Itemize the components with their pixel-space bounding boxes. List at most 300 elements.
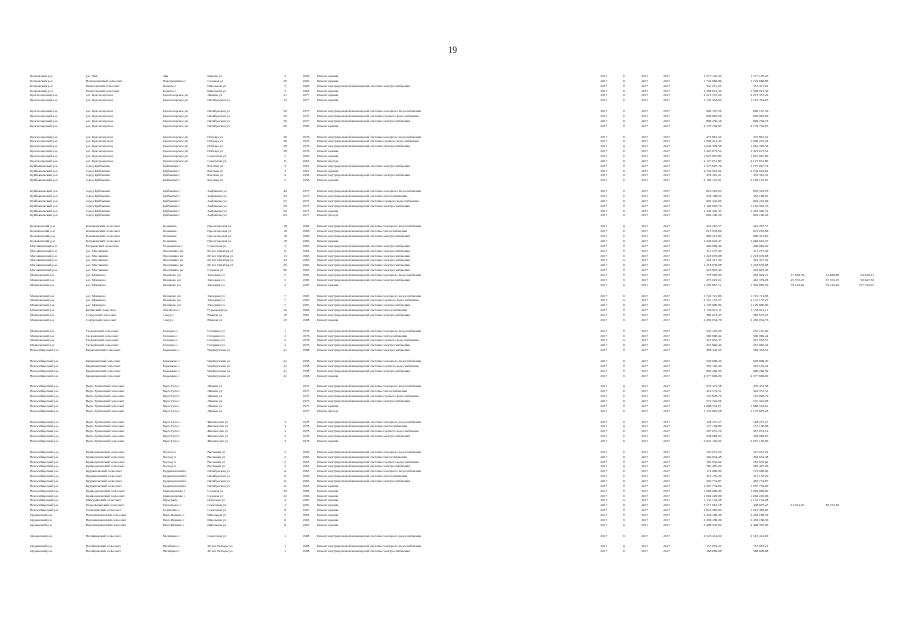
- local-cost-cell: [806, 124, 841, 129]
- plan-year-cell: 2017: [600, 533, 608, 538]
- work-type-cell: Ремонт внутридомовой инженерной системы холодного водоснабжения: [316, 419, 421, 424]
- quarter-cell: 9: [622, 384, 625, 389]
- work-type-cell: Ремонт внутридомовой инженерной системы холодного водоснабжения: [316, 328, 421, 333]
- owner-cost-cell: [841, 549, 876, 554]
- build-year-cell: 1965: [302, 498, 310, 503]
- start-year-cell: 2017: [641, 373, 649, 378]
- fund-cost-cell: 370 472,58: [753, 384, 769, 389]
- district-cell: Маслянинский р-н: [30, 258, 57, 263]
- build-year-cell: 1966: [302, 83, 310, 88]
- start-year-cell: 2017: [641, 123, 649, 128]
- total-cost-cell: 473 025,01: [706, 277, 722, 282]
- fund-cost-cell: 1 668 553,01: [750, 403, 769, 408]
- locality-cell: Барышево с: [162, 363, 180, 368]
- locality-cell: Восход п: [162, 449, 176, 454]
- house-cell: 5: [284, 178, 286, 183]
- quarter-cell: 9: [622, 394, 625, 399]
- total-cost-cell: 1 099 969,90: [703, 488, 722, 493]
- house-cell: 4: [284, 173, 286, 178]
- locality-cell: Куйбышев г: [162, 198, 180, 203]
- build-year-cell: 1977: [302, 93, 310, 98]
- quarter-cell: 9: [622, 194, 625, 199]
- local-cost-cell: 38 272,63: [825, 503, 840, 508]
- locality-cell: Верх-Тула с: [162, 439, 180, 443]
- owner-cost-cell: [841, 318, 876, 323]
- district-cell: Кочковский р-н: [30, 83, 53, 88]
- locality-cell: Краснозерское рп: [162, 154, 189, 159]
- table-row: [30, 318, 876, 323]
- district-cell: Краснозерский р-н: [30, 139, 58, 144]
- district-cell: Мошковский р-н: [30, 272, 55, 277]
- end-year-cell: 2017: [663, 154, 671, 159]
- house-cell: 57: [283, 198, 287, 203]
- house-cell: 3: [284, 419, 286, 424]
- district-cell: Новосибирский р-н: [30, 464, 59, 469]
- house-cell: 2: [284, 459, 286, 464]
- end-year-cell: 2017: [663, 203, 671, 208]
- plan-year-cell: 2017: [600, 358, 608, 363]
- fund-cost-cell: 406 984,40: [753, 243, 769, 248]
- plan-year-cell: 2017: [600, 434, 608, 439]
- settlement-cell: р.п. Мошково: [85, 303, 106, 308]
- total-cost-cell: 660 197,56: [706, 109, 722, 114]
- house-cell: 4: [284, 498, 286, 503]
- settlement-cell: Мичуринский сельсовет: [85, 498, 122, 503]
- house-cell: 11: [283, 483, 287, 488]
- work-type-cell: Ремонт крыши: [316, 513, 339, 518]
- end-year-cell: 2017: [663, 74, 671, 78]
- total-cost-cell: 4 377 696,00: [703, 373, 722, 378]
- table-row: [30, 549, 876, 554]
- end-year-cell: 2017: [663, 483, 671, 488]
- locality-cell: Решеты с: [162, 88, 177, 93]
- total-cost-cell: 324 417,30: [706, 258, 722, 263]
- plan-year-cell: 2017: [600, 277, 608, 282]
- plan-year-cell: 2017: [600, 483, 608, 488]
- start-year-cell: 2017: [641, 268, 649, 273]
- district-cell: Краснозерский р-н: [30, 98, 58, 103]
- settlement-cell: р.п. Краснозерское: [85, 98, 114, 103]
- build-year-cell: 1965: [302, 312, 310, 317]
- work-type-cell: Ремонт крыши: [316, 522, 339, 527]
- end-year-cell: 2017: [663, 508, 671, 513]
- owner-cost-cell: [841, 409, 876, 414]
- page-number: 19: [448, 45, 457, 55]
- end-year-cell: 2017: [663, 454, 671, 459]
- work-type-cell: Ремонт внутридомовой инженерной системы электроснабжения: [316, 343, 410, 348]
- house-cell: 41: [283, 368, 287, 373]
- start-year-cell: 2017: [641, 168, 649, 173]
- work-type-cell: Ремонт внутридомовой инженерной системы холодного водоснабжения: [316, 358, 421, 363]
- end-year-cell: 2017: [663, 173, 671, 178]
- end-year-cell: 2017: [663, 312, 671, 317]
- quarter-cell: 9: [622, 429, 625, 434]
- house-cell: 11: [283, 474, 287, 479]
- plan-year-cell: 2017: [600, 163, 608, 168]
- locality-cell: Восход п: [162, 454, 176, 459]
- start-year-cell: 2017: [641, 189, 649, 194]
- district-cell: Новосибирский р-н: [30, 474, 59, 479]
- total-cost-cell: 1 094 226,96: [703, 493, 722, 498]
- fund-cost-cell: 613 035,66: [753, 229, 769, 234]
- plan-year-cell: 2017: [600, 158, 608, 163]
- work-type-cell: Ремонт крыши: [316, 238, 339, 243]
- end-year-cell: 2017: [663, 189, 671, 194]
- street-cell: Бахтина ул: [207, 168, 224, 173]
- build-year-cell: 1966: [302, 224, 310, 229]
- house-cell: 59: [283, 109, 287, 114]
- fund-cost-cell: 451 962,44: [753, 343, 769, 348]
- street-cell: 40 лет Победы ул: [207, 544, 233, 549]
- locality-cell: Куйбышев г: [162, 194, 180, 199]
- total-cost-cell: 476 361,41: [706, 173, 722, 178]
- owner-cost-cell: [841, 523, 876, 528]
- end-year-cell: 2017: [663, 348, 671, 353]
- start-year-cell: 2017: [641, 272, 649, 277]
- settlement-cell: р.п. Мошково: [85, 293, 106, 298]
- locality-cell: Толмачёво с: [162, 508, 181, 513]
- start-year-cell: 2017: [641, 389, 649, 394]
- plan-year-cell: 2017: [600, 78, 608, 83]
- district-cell: Краснозерский р-н: [30, 114, 58, 119]
- district-cell: Куйбышевский р-н: [30, 194, 58, 199]
- settlement-cell: город Куйбышев: [85, 208, 110, 213]
- plan-year-cell: 2017: [600, 312, 608, 317]
- locality-cell: Вагайцево с: [162, 544, 180, 549]
- district-cell: Новосибирский р-н: [30, 429, 59, 434]
- fund-cost-cell: 1 392 685,03: [750, 282, 769, 287]
- fund-cost-cell: 368 609,68: [753, 549, 769, 554]
- street-cell: Анфимова ул: [207, 213, 227, 218]
- owner-cost-cell: [841, 124, 876, 129]
- local-cost-cell: 79 144,92: [825, 282, 840, 287]
- build-year-cell: 1963: [302, 522, 310, 527]
- street-cell: Октябрьская ул: [207, 123, 230, 128]
- work-type-cell: Ремонт внутридомовой инженерной системы электроснабжения: [316, 203, 410, 208]
- end-year-cell: 2017: [663, 493, 671, 498]
- quarter-cell: 9: [622, 459, 625, 464]
- house-cell: 28: [283, 144, 287, 149]
- fund-cost-cell: 313 155,29: [753, 474, 769, 479]
- district-cell: Куйбышевский р-н: [30, 163, 58, 168]
- fund-cost-cell: 505 193,42: [753, 363, 769, 368]
- work-type-cell: Ремонт внутридомовой инженерной системы электроснабжения: [316, 434, 410, 439]
- quarter-cell: 9: [622, 488, 625, 493]
- start-year-cell: 2017: [641, 149, 649, 154]
- street-cell: Жилмассив ул: [207, 419, 229, 424]
- house-cell: 20: [283, 488, 287, 493]
- work-type-cell: Ремонт крыши: [316, 154, 339, 159]
- owner-cost-cell: [841, 439, 876, 444]
- build-year-cell: 1976: [302, 338, 310, 343]
- settlement-cell: р.п. Краснозерское: [85, 139, 114, 144]
- total-cost-cell: 465 774,87: [706, 479, 722, 484]
- plan-year-cell: 2017: [600, 149, 608, 154]
- end-year-cell: 2017: [663, 544, 671, 549]
- build-year-cell: 1992: [302, 78, 310, 83]
- plan-year-cell: 2017: [600, 229, 608, 234]
- end-year-cell: 2017: [663, 213, 671, 218]
- end-year-cell: 2017: [663, 149, 671, 154]
- end-year-cell: 2017: [663, 398, 671, 403]
- fund-cost-cell: 382 073,43: [753, 312, 769, 317]
- street-cell: 40 лет Победы ул: [207, 549, 233, 554]
- plan-year-cell: 2017: [600, 508, 608, 513]
- end-year-cell: 2017: [663, 272, 671, 277]
- start-year-cell: 2017: [641, 464, 649, 469]
- total-cost-cell: 1 577 105,45: [703, 74, 722, 78]
- start-year-cell: 2017: [641, 479, 649, 484]
- end-year-cell: 2017: [663, 168, 671, 173]
- house-cell: 5: [284, 282, 286, 287]
- total-cost-cell: 1 131 134,28: [703, 498, 722, 503]
- quarter-cell: 9: [622, 123, 625, 128]
- plan-year-cell: 2017: [600, 308, 608, 313]
- quarter-cell: 9: [622, 533, 625, 538]
- start-year-cell: 2017: [641, 303, 649, 308]
- build-year-cell: 1963: [302, 449, 310, 454]
- budget-cost-cell: [771, 374, 806, 379]
- settlement-cell: Барышевский сельсовет: [85, 348, 121, 353]
- budget-cost-cell: [771, 213, 806, 218]
- locality-cell: Верх-Тула с: [162, 424, 180, 429]
- street-cell: Бахтина ул: [207, 173, 224, 178]
- locality-cell: Криводановка с: [162, 488, 186, 493]
- start-year-cell: 2017: [641, 163, 649, 168]
- plan-year-cell: 2017: [600, 293, 608, 298]
- district-cell: Новосибирский р-н: [30, 363, 59, 368]
- quarter-cell: 9: [622, 98, 625, 103]
- house-cell: 60: [283, 123, 287, 128]
- build-year-cell: 1978: [302, 419, 310, 424]
- locality-cell: Верх-Ирмень с: [162, 522, 185, 527]
- work-type-cell: Ремонт внутридомовой инженерной системы электроснабжения: [316, 277, 410, 282]
- street-cell: Гагарина ул: [207, 333, 225, 338]
- settlement-cell: Верх-Тулинский сельсовет: [85, 394, 125, 399]
- quarter-cell: 9: [622, 213, 625, 218]
- total-cost-cell: 809 413,85: [706, 234, 722, 239]
- fund-cost-cell: 454 186,02: [753, 194, 769, 199]
- street-cell: Пролетарская ул: [207, 224, 232, 229]
- fund-cost-cell: 235 197,00: [753, 328, 769, 333]
- work-type-cell: Ремонт внутридомовой инженерной системы холодного водоснабжения: [316, 293, 421, 298]
- fund-cost-cell: 1 577 105,45: [750, 74, 769, 78]
- plan-year-cell: 2017: [600, 394, 608, 399]
- start-year-cell: 2017: [641, 243, 649, 248]
- quarter-cell: 9: [622, 272, 625, 277]
- build-year-cell: 1978: [302, 439, 310, 443]
- house-cell: 18: [283, 234, 287, 239]
- end-year-cell: 2017: [663, 474, 671, 479]
- fund-cost-cell: 804 190,26: [753, 213, 769, 218]
- district-cell: Мошковский р-н: [30, 317, 55, 322]
- plan-year-cell: 2017: [600, 234, 608, 239]
- settlement-cell: Толмачёвский сельсовет: [85, 508, 121, 513]
- start-year-cell: 2017: [641, 114, 649, 119]
- plan-year-cell: 2017: [600, 429, 608, 434]
- start-year-cell: 2017: [641, 343, 649, 348]
- district-cell: Колыванский р-н: [30, 234, 55, 239]
- quarter-cell: 9: [622, 398, 625, 403]
- fund-cost-cell: 4 234 919,62: [750, 168, 769, 173]
- plan-year-cell: 2017: [600, 403, 608, 408]
- street-cell: Черёмуховая ул: [207, 348, 231, 353]
- house-cell: 3: [284, 243, 286, 248]
- plan-year-cell: 2017: [600, 464, 608, 469]
- settlement-cell: р.п. Краснозерское: [85, 154, 114, 159]
- street-cell: Победы ул: [207, 149, 223, 154]
- total-cost-cell: 1 722 721,86: [703, 293, 722, 298]
- locality-cell: Мошково рп: [162, 277, 181, 282]
- start-year-cell: 2017: [641, 398, 649, 403]
- total-cost-cell: 315 952,37: [706, 338, 722, 343]
- work-type-cell: Ремонт внутридомовой инженерной системы горячего водоснабжения: [316, 459, 419, 464]
- fund-cost-cell: 529 996,20: [753, 358, 769, 363]
- plan-year-cell: 2017: [600, 298, 608, 303]
- quarter-cell: 9: [622, 263, 625, 268]
- locality-cell: Мичурино: [162, 498, 178, 503]
- end-year-cell: 2017: [663, 449, 671, 454]
- build-year-cell: 1963: [302, 74, 310, 78]
- street-cell: Анфимова ул: [207, 194, 227, 199]
- start-year-cell: 2017: [641, 454, 649, 459]
- locality-cell: Егорьевское с: [162, 243, 183, 248]
- total-cost-cell: 1 297 734,00: [703, 483, 722, 488]
- plan-year-cell: 2017: [600, 248, 608, 253]
- locality-cell: Краснозерское рп: [162, 93, 189, 98]
- start-year-cell: 2017: [641, 522, 649, 527]
- plan-year-cell: 2017: [600, 98, 608, 103]
- fund-cost-cell: 1 508 915,30: [750, 88, 769, 93]
- street-cell: Октябрьская ул: [207, 469, 230, 474]
- plan-year-cell: 2017: [600, 88, 608, 93]
- build-year-cell: 1975: [302, 389, 310, 394]
- settlement-cell: р.п. Краснозерское: [85, 144, 114, 149]
- end-year-cell: 2017: [663, 293, 671, 298]
- settlement-cell: Кудряшовский сельсовет: [85, 474, 122, 479]
- district-cell: Новосибирский р-н: [30, 508, 59, 513]
- quarter-cell: 9: [622, 238, 625, 243]
- plan-year-cell: 2017: [600, 194, 608, 199]
- total-cost-cell: 1 218 676,68: [703, 253, 722, 258]
- build-year-cell: 1973: [302, 208, 310, 213]
- total-cost-cell: 1 446 942,47: [703, 238, 722, 243]
- work-type-cell: Ремонт крыши: [316, 208, 339, 213]
- start-year-cell: 2017: [641, 317, 649, 322]
- build-year-cell: 1975: [302, 394, 310, 399]
- end-year-cell: 2017: [663, 338, 671, 343]
- start-year-cell: 2017: [641, 449, 649, 454]
- build-year-cell: 1963: [302, 454, 310, 459]
- local-cost-cell: 25 372,25: [825, 277, 840, 282]
- start-year-cell: 2017: [641, 144, 649, 149]
- fund-cost-cell: 846 802,06: [753, 114, 769, 119]
- settlement-cell: город Куйбышев: [85, 178, 110, 183]
- start-year-cell: 2017: [641, 419, 649, 424]
- build-year-cell: 1965: [302, 298, 310, 303]
- house-cell: 9: [284, 508, 286, 513]
- fund-cost-cell: 2 408 355,00: [750, 522, 769, 527]
- build-year-cell: 1962: [302, 503, 310, 508]
- locality-cell: Краснозерское рп: [162, 139, 189, 144]
- house-cell: 41: [283, 348, 287, 353]
- build-year-cell: 1961: [302, 163, 310, 168]
- fund-cost-cell: 4 377 696,00: [750, 373, 769, 378]
- settlement-cell: Белянский сельсовет: [85, 308, 117, 313]
- work-type-cell: Ремонт внутридомовой инженерной системы горячего водоснабжения: [316, 139, 419, 144]
- fund-cost-cell: 1 218 676,68: [750, 263, 769, 268]
- street-cell: Советская ул: [207, 154, 227, 159]
- locality-cell: Раздольное с: [162, 503, 182, 508]
- plan-year-cell: 2017: [600, 338, 608, 343]
- end-year-cell: 2017: [663, 389, 671, 394]
- settlement-cell: Таскаевский сельсовет: [85, 333, 119, 338]
- total-cost-cell: 328 069,63: [706, 434, 722, 439]
- fund-cost-cell: 2 456 186,36: [750, 517, 769, 522]
- build-year-cell: 1978: [302, 434, 310, 439]
- settlement-cell: Криводановский сельсовет: [85, 459, 125, 464]
- build-year-cell: 1958: [302, 373, 310, 378]
- locality-cell: Колывань: [162, 224, 177, 229]
- district-cell: Новосибирский р-н: [30, 389, 59, 394]
- quarter-cell: 9: [622, 229, 625, 234]
- fund-cost-cell: 1 425 673,52: [750, 149, 769, 154]
- settlement-cell: р.п. Маслянино: [85, 258, 109, 263]
- settlement-cell: р.п. Маслянино: [85, 268, 109, 273]
- end-year-cell: 2017: [663, 224, 671, 229]
- quarter-cell: 9: [622, 308, 625, 313]
- street-cell: Лёнина ул: [207, 398, 223, 403]
- budget-cost-cell: 21 614,25: [790, 503, 805, 508]
- fund-cost-cell: 1 096 213,34: [750, 139, 769, 144]
- district-cell: Куйбышевский р-н: [30, 178, 58, 183]
- total-cost-cell: 172 900,00: [706, 469, 722, 474]
- quarter-cell: 9: [622, 154, 625, 159]
- end-year-cell: 2017: [663, 498, 671, 503]
- start-year-cell: 2017: [641, 394, 649, 399]
- end-year-cell: 2017: [663, 328, 671, 333]
- locality-cell: Верх-Тула с: [162, 408, 180, 413]
- work-type-cell: Ремонт внутридомовой инженерной системы горячего водоснабжения: [316, 338, 419, 343]
- start-year-cell: 2017: [641, 83, 649, 88]
- quarter-cell: 9: [622, 248, 625, 253]
- work-type-cell: Ремонт крыши: [316, 498, 339, 503]
- end-year-cell: 2017: [663, 513, 671, 518]
- plan-year-cell: 2017: [600, 123, 608, 128]
- end-year-cell: 2017: [663, 373, 671, 378]
- district-cell: Новосибирский р-н: [30, 394, 59, 399]
- street-cell: Жилмассив ул: [207, 439, 229, 443]
- district-cell: Куйбышевский р-н: [30, 203, 58, 208]
- work-type-cell: Ремонт внутридомовой инженерной системы теплоснабжения: [316, 389, 407, 394]
- total-cost-cell: 2 047 150,00: [703, 439, 722, 443]
- quarter-cell: 9: [622, 149, 625, 154]
- owner-cost-cell: 157 729,55: [858, 282, 874, 287]
- table-row: [30, 283, 876, 288]
- end-year-cell: 2017: [663, 503, 671, 508]
- end-year-cell: 2017: [663, 488, 671, 493]
- locality-cell: Куйбышев г: [162, 173, 180, 178]
- total-cost-cell: 809 250,16: [706, 118, 722, 123]
- end-year-cell: 2017: [663, 229, 671, 234]
- district-cell: Куйбышевский р-н: [30, 213, 58, 218]
- fund-cost-cell: 1 099 969,90: [750, 488, 769, 493]
- plan-year-cell: 2017: [600, 459, 608, 464]
- total-cost-cell: 364 654,48: [706, 454, 722, 459]
- work-type-cell: Ремонт внутридомовой инженерной системы теплоснабжения: [316, 454, 407, 459]
- street-cell: Садовая ул: [207, 493, 224, 498]
- fund-cost-cell: 1 023 483,90: [750, 508, 769, 513]
